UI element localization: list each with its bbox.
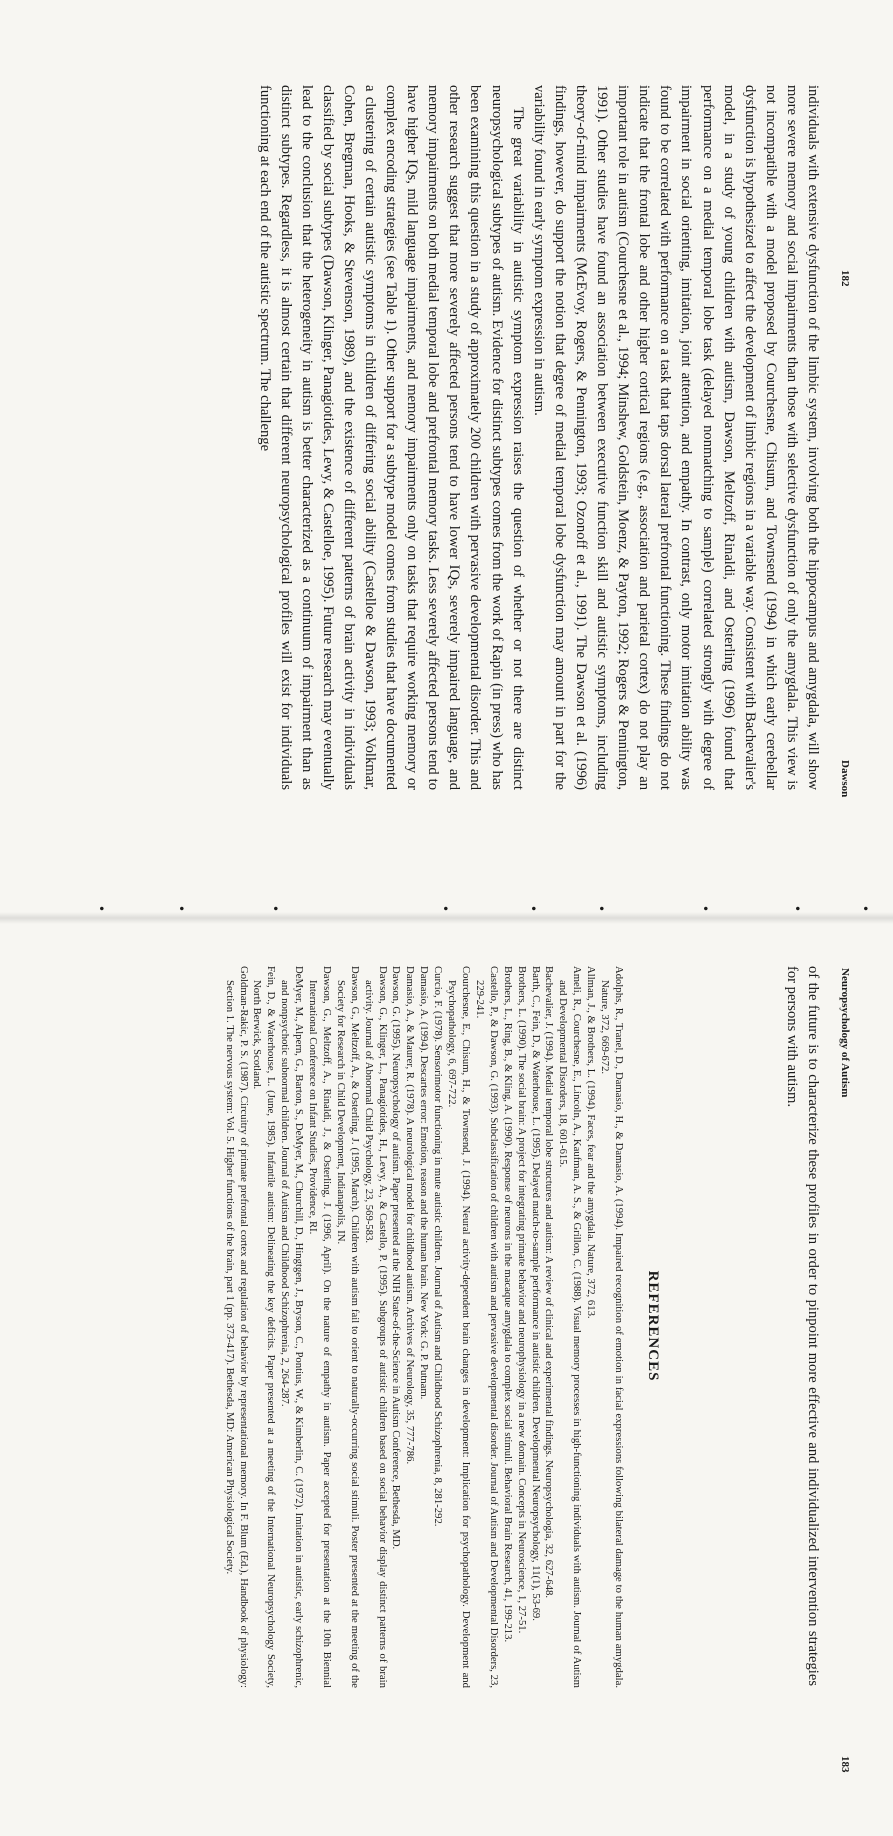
reference-entry: Fein, D., & Waterhouse, L. (June, 1985). Infantile autism: Delineating the key deficits. Paper presented at a meeting of the International Neuropsychology Society, North Berwick, Scotland. bbox=[251, 966, 278, 1688]
gutter-dot: • bbox=[438, 905, 452, 913]
paragraph: individuals with extensive dysfunction of the limbic system, involving both the hippocampus and amygdala, will show more severe memory and social impairments than those with selective dysfunction of only the amygdala. This view is not incompatible with a model proposed by Courchesne, Chisum, and Townsend (1994) in which early cerebellar dysfunction is hypothesized to affect the development of limbic regions in a variable way. Consistent with Bachevalier's model, in a study of young children with autism, Dawson, Meltzoff, Rinaldi, and Osterling (1996) found that performance on a medial temporal lobe task (delayed nonmatching to sample) correlated strongly with degree of impairment in social orienting, imitation, joint attention, and empathy. In contrast, only motor imitation ability was found to be correlated with performance on a task that taps dorsal lateral prefrontal functioning. These findings do not indicate that the frontal lobe and other higher cortical regions (e.g., association and parietal cortex) do not play an important role in autism (Courchesne et al., 1994; Minshew, Goldstein, Moenz, & Payton, 1992; Rogers & Pennington, 1991). Other studies have found an association between executive function skill and autistic symptoms, including theory-of-mind impairments (McEvoy, Rogers, & Pennington, 1993; Ozonoff et al., 1991). The Dawson et al. (1996) findings, however, do support the notion that degree of medial temporal lobe dysfunction may amount in part for the variability found in early symptom expression in autism. bbox=[530, 85, 821, 790]
reference-entry: Brothers, L., Ring, B., & Kling, A. (1990). Response of neurons in the macaque amygdala to complex social stimuli. Behavioral Brain Research, 41, 199-213. bbox=[501, 966, 514, 1643]
gutter-dot: • bbox=[790, 905, 804, 913]
reference-entry: Adolphs, R., Tranel, D., Damasio, H., & Damasio, A. (1994). Impaired recognition of emotion in facial expressions following bilateral damage to the human amygdala. Nature, 372, 669-672. bbox=[599, 966, 625, 1688]
reference-entry: Barth, C., Fein, D., & Waterhouse, L. (1995). Delayed match-to-sample performance in autistic children. Developmental Neuropsychology, 11(1), 53-69. bbox=[529, 966, 542, 1621]
reference-entry: Damasio, A., & Maurer, R. (1978). A neurological model for childhood autism. Archives of Neurology, 35, 777-786. bbox=[404, 966, 417, 1465]
reference-entry: Dawson, G. (1995). Neuropsychology of autism. Paper presented at the NIH State-of-the-Science in Autism Conference, Bethesda, MD. bbox=[390, 966, 403, 1550]
right-page bbox=[0, 918, 893, 1836]
reference-entry: Damasio, A. (1994). Descartes error: Emotion, reason and the human brain. New York: G. P. Putnam. bbox=[418, 966, 431, 1400]
reference-entry: Castello, P., & Dawson, G. (1993). Subclassification of children with autism and pervasive developmental disorder. Journal of Autism and Developmental Disorders, 23, 229-241. bbox=[473, 966, 500, 1688]
gutter-dot: • bbox=[174, 905, 188, 913]
reference-entry: Dawson, G., Meltzoff, A., Rinaldi, J., & Osterling, J. (1996, April). On the nature of empathy in autism. Paper accepted for presentation at the 10th Biennial International Conference on Infant Studies, Providence, RI. bbox=[307, 966, 333, 1688]
gutter-dot: • bbox=[94, 905, 108, 913]
page-number: 183 bbox=[839, 1756, 851, 1773]
gutter-dot: • bbox=[858, 905, 872, 913]
paragraph: The great variability in autistic symptom expression raises the question of whether or not there are distinct neuropsychological subtypes of autism. Evidence for distinct subtypes comes from the work of Rapin (in press) who has been examining this question in a study of approximately 200 children with pervasive developmental disorder. This and other research suggest that more severely affected persons tend to have lower IQs, severely impaired language, and memory impairments on both medial temporal lobe and prefrontal memory tasks. Less severely affected persons tend to have higher IQs, mild language impairments, and memory impairments only on tasks that require working memory or complex encoding strategies (see Table 1). Other support for a subtype model comes from studies that have documented a clustering of certain autistic symptoms in children of differing social ability (Castelloe & Dawson, 1993; Volkmar, Cohen, Bregman, Hooks, & Stevenson, 1989), and the existence of different patterns of brain activity in individuals classified by social subtypes (Dawson, Klinger, Panagiotides, Lewy, & Castelloe, 1995). Future research may eventually lead to the conclusion that the heterogeneity in autism is better characterized as a continuum of impairment than as distinct subtypes. Regardless, it is almost certain that different neuropsychological profiles will exist for individuals functioning at each end of the autistic spectrum. The challenge bbox=[256, 85, 526, 790]
reference-entry: Courchesne, E., Chisum, H., & Townsend, J. (1994). Neural activity-dependent brain changes in development: Implication for psychopathology. Development and Psychopathology, 6, 697-722. bbox=[446, 966, 473, 1688]
running-head: Neuropsychology of Autism bbox=[839, 968, 851, 1098]
gutter-dot: • bbox=[268, 905, 282, 913]
paragraph: of the future is to characterize these profiles in order to pinpoint more effective and individualized intervention strategies for persons with autism. bbox=[783, 966, 821, 1686]
gutter-dot: • bbox=[594, 905, 608, 913]
references-heading: REFERENCES bbox=[645, 1270, 661, 1382]
reference-entry: DeMyer, M., Alpern, G., Barton, S., DeMyer, M., Churchill, D., Hingtgen, J., Bryson, C., Pontius, W., & Kimberlin, C. (1972). Imitation in autistic, early schizophrenic, and nonpsychotic subnormal children. Journal of Autism and Childhood Schizophrenia, 2, 264-287. bbox=[279, 966, 306, 1688]
reference-entry: Dawson, G., Meltzoff, A., & Osterling, J. (1995, March). Children with autism fail to orient to naturally-occurring social stimuli. Poster presented at the meeting of the Society for Research in Child Development, Indianapolis, IN. bbox=[334, 966, 361, 1688]
reference-entry: Ameli, R., Courchesne, E., Lincoln, A., Kaufman, A. S., & Grillon, C. (1988). Visual memory processes in high-functioning individuals with autism. Journal of Autism and Developmental Disorders, 18, 601-615. bbox=[557, 966, 584, 1688]
reference-list bbox=[222, 966, 625, 1688]
gutter-dot: • bbox=[698, 905, 712, 913]
body-text bbox=[781, 966, 823, 1686]
body-text bbox=[253, 85, 823, 790]
running-head: Dawson bbox=[839, 760, 851, 798]
reference-entry: Allman, J., & Brothers, L. (1994). Faces, fear and the amygdala. Nature, 372, 613. bbox=[585, 966, 598, 1319]
reference-entry: Goldman-Rakic, P. S. (1987). Circuitry of primate prefrontal cortex and regulation of behavior by representational memory. In F. Blum (Ed.), Handbook of physiology: Section 1. The nervous system: Vol. 5. Higher functions of the brain, part 1 (pp. 373-417). Bethesda, MD: American Physiological Society. bbox=[223, 966, 250, 1688]
reference-entry: Bachevalier, J. (1994). Medial temporal lobe structures and autism: A review of clinical and experimental findings. Neuropsychologia, 32, 627-648. bbox=[543, 966, 556, 1599]
reference-entry: Brothers, L. (1990). The social brain: A project for integrating primate behavior and neurophysiology in a new domain. Concepts in Neuroscience, 1, 27-51. bbox=[515, 966, 528, 1634]
gutter-dot: • bbox=[526, 905, 540, 913]
reference-entry: Dawson, G., Klinger, L., Panagiotides, H., Lewy, A., & Castello, P. (1995). Subgroups of autistic children based on social behavior display distinct patterns of brain activity. Journal of Abnormal Child Psychology, 23, 569-583. bbox=[362, 966, 389, 1688]
reference-entry: Curcio, F. (1978). Sensorimotor functioning in mute autistic children. Journal of Autism and Childhood Schizophrenia, 8, 281-292. bbox=[432, 966, 445, 1527]
page-number: 182 bbox=[839, 270, 851, 287]
